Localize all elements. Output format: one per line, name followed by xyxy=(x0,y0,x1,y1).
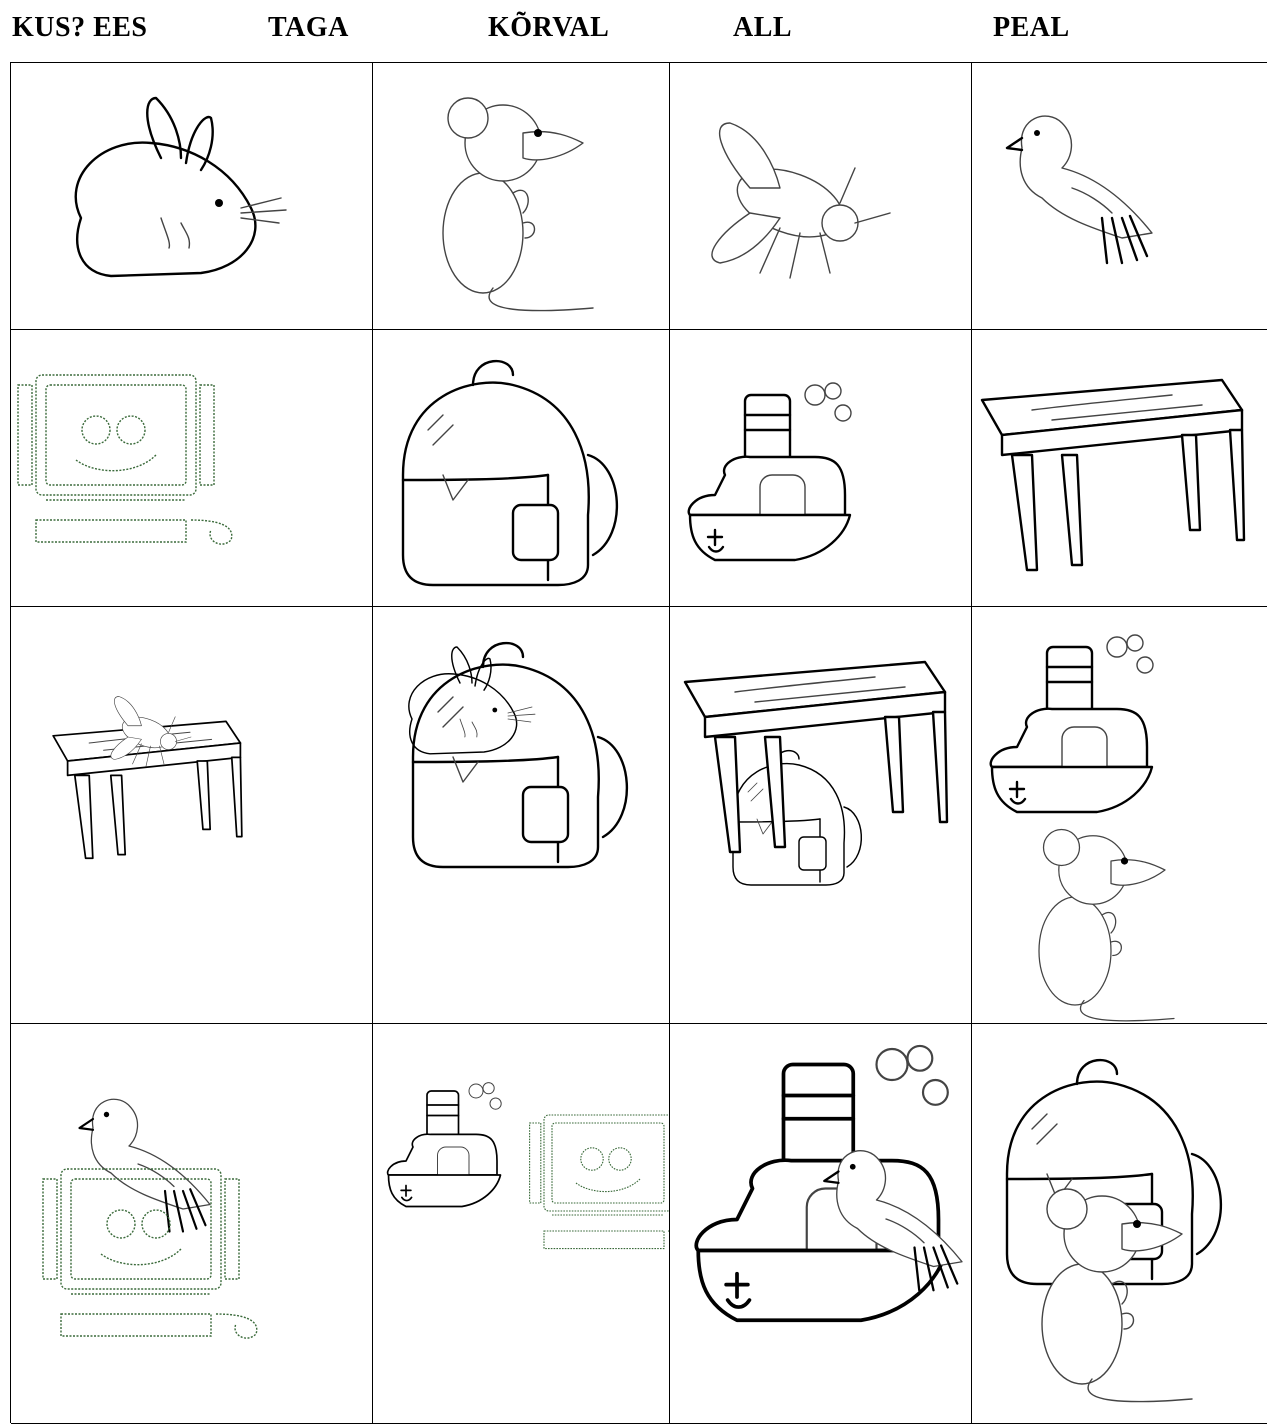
cell-ship xyxy=(670,330,972,607)
cell-fly xyxy=(670,63,972,330)
bird-picture xyxy=(972,63,1267,330)
header-word-peal: PEAL xyxy=(993,12,1070,43)
fly-picture xyxy=(670,63,972,330)
cell-backpack xyxy=(373,330,670,607)
header-word-korval: KÕRVAL xyxy=(488,12,610,43)
header-word-taga: TAGA xyxy=(268,12,349,43)
cell-fly-on-table xyxy=(11,607,373,1024)
mouse-picture xyxy=(373,63,670,330)
bird-on-ship-picture xyxy=(670,1024,972,1424)
worksheet-header xyxy=(0,0,1267,60)
fly-on-table-picture xyxy=(11,607,373,1024)
cell-rabbit xyxy=(11,63,373,330)
backpack-picture xyxy=(373,330,670,607)
ship-and-mouse-picture xyxy=(972,607,1267,1024)
header-word-kus-ees: KUS? EES xyxy=(12,12,148,43)
cell-computer xyxy=(11,330,373,607)
computer-picture xyxy=(11,330,373,607)
bird-behind-computer-picture xyxy=(11,1024,373,1424)
cell-ship-and-mouse xyxy=(972,607,1267,1024)
ship-picture xyxy=(670,330,972,607)
cell-bird-behind-computer xyxy=(11,1024,373,1424)
ship-beside-computer-picture xyxy=(373,1024,670,1424)
backpack-under-table-picture xyxy=(670,607,972,1024)
rabbit-picture xyxy=(11,63,373,330)
cell-backpack-under-table xyxy=(670,607,972,1024)
cell-bird xyxy=(972,63,1267,330)
cell-ship-beside-computer xyxy=(373,1024,670,1424)
cell-bird-on-ship xyxy=(670,1024,972,1424)
cell-mouse-in-front-of-backpack xyxy=(972,1024,1267,1424)
rabbit-behind-backpack-picture xyxy=(373,607,670,1024)
mouse-in-front-of-backpack-picture xyxy=(972,1024,1267,1424)
cell-table xyxy=(972,330,1267,607)
cell-mouse xyxy=(373,63,670,330)
picture-grid xyxy=(10,62,1267,1423)
header-word-all: ALL xyxy=(733,12,793,43)
table-picture xyxy=(972,330,1267,607)
cell-rabbit-behind-backpack xyxy=(373,607,670,1024)
